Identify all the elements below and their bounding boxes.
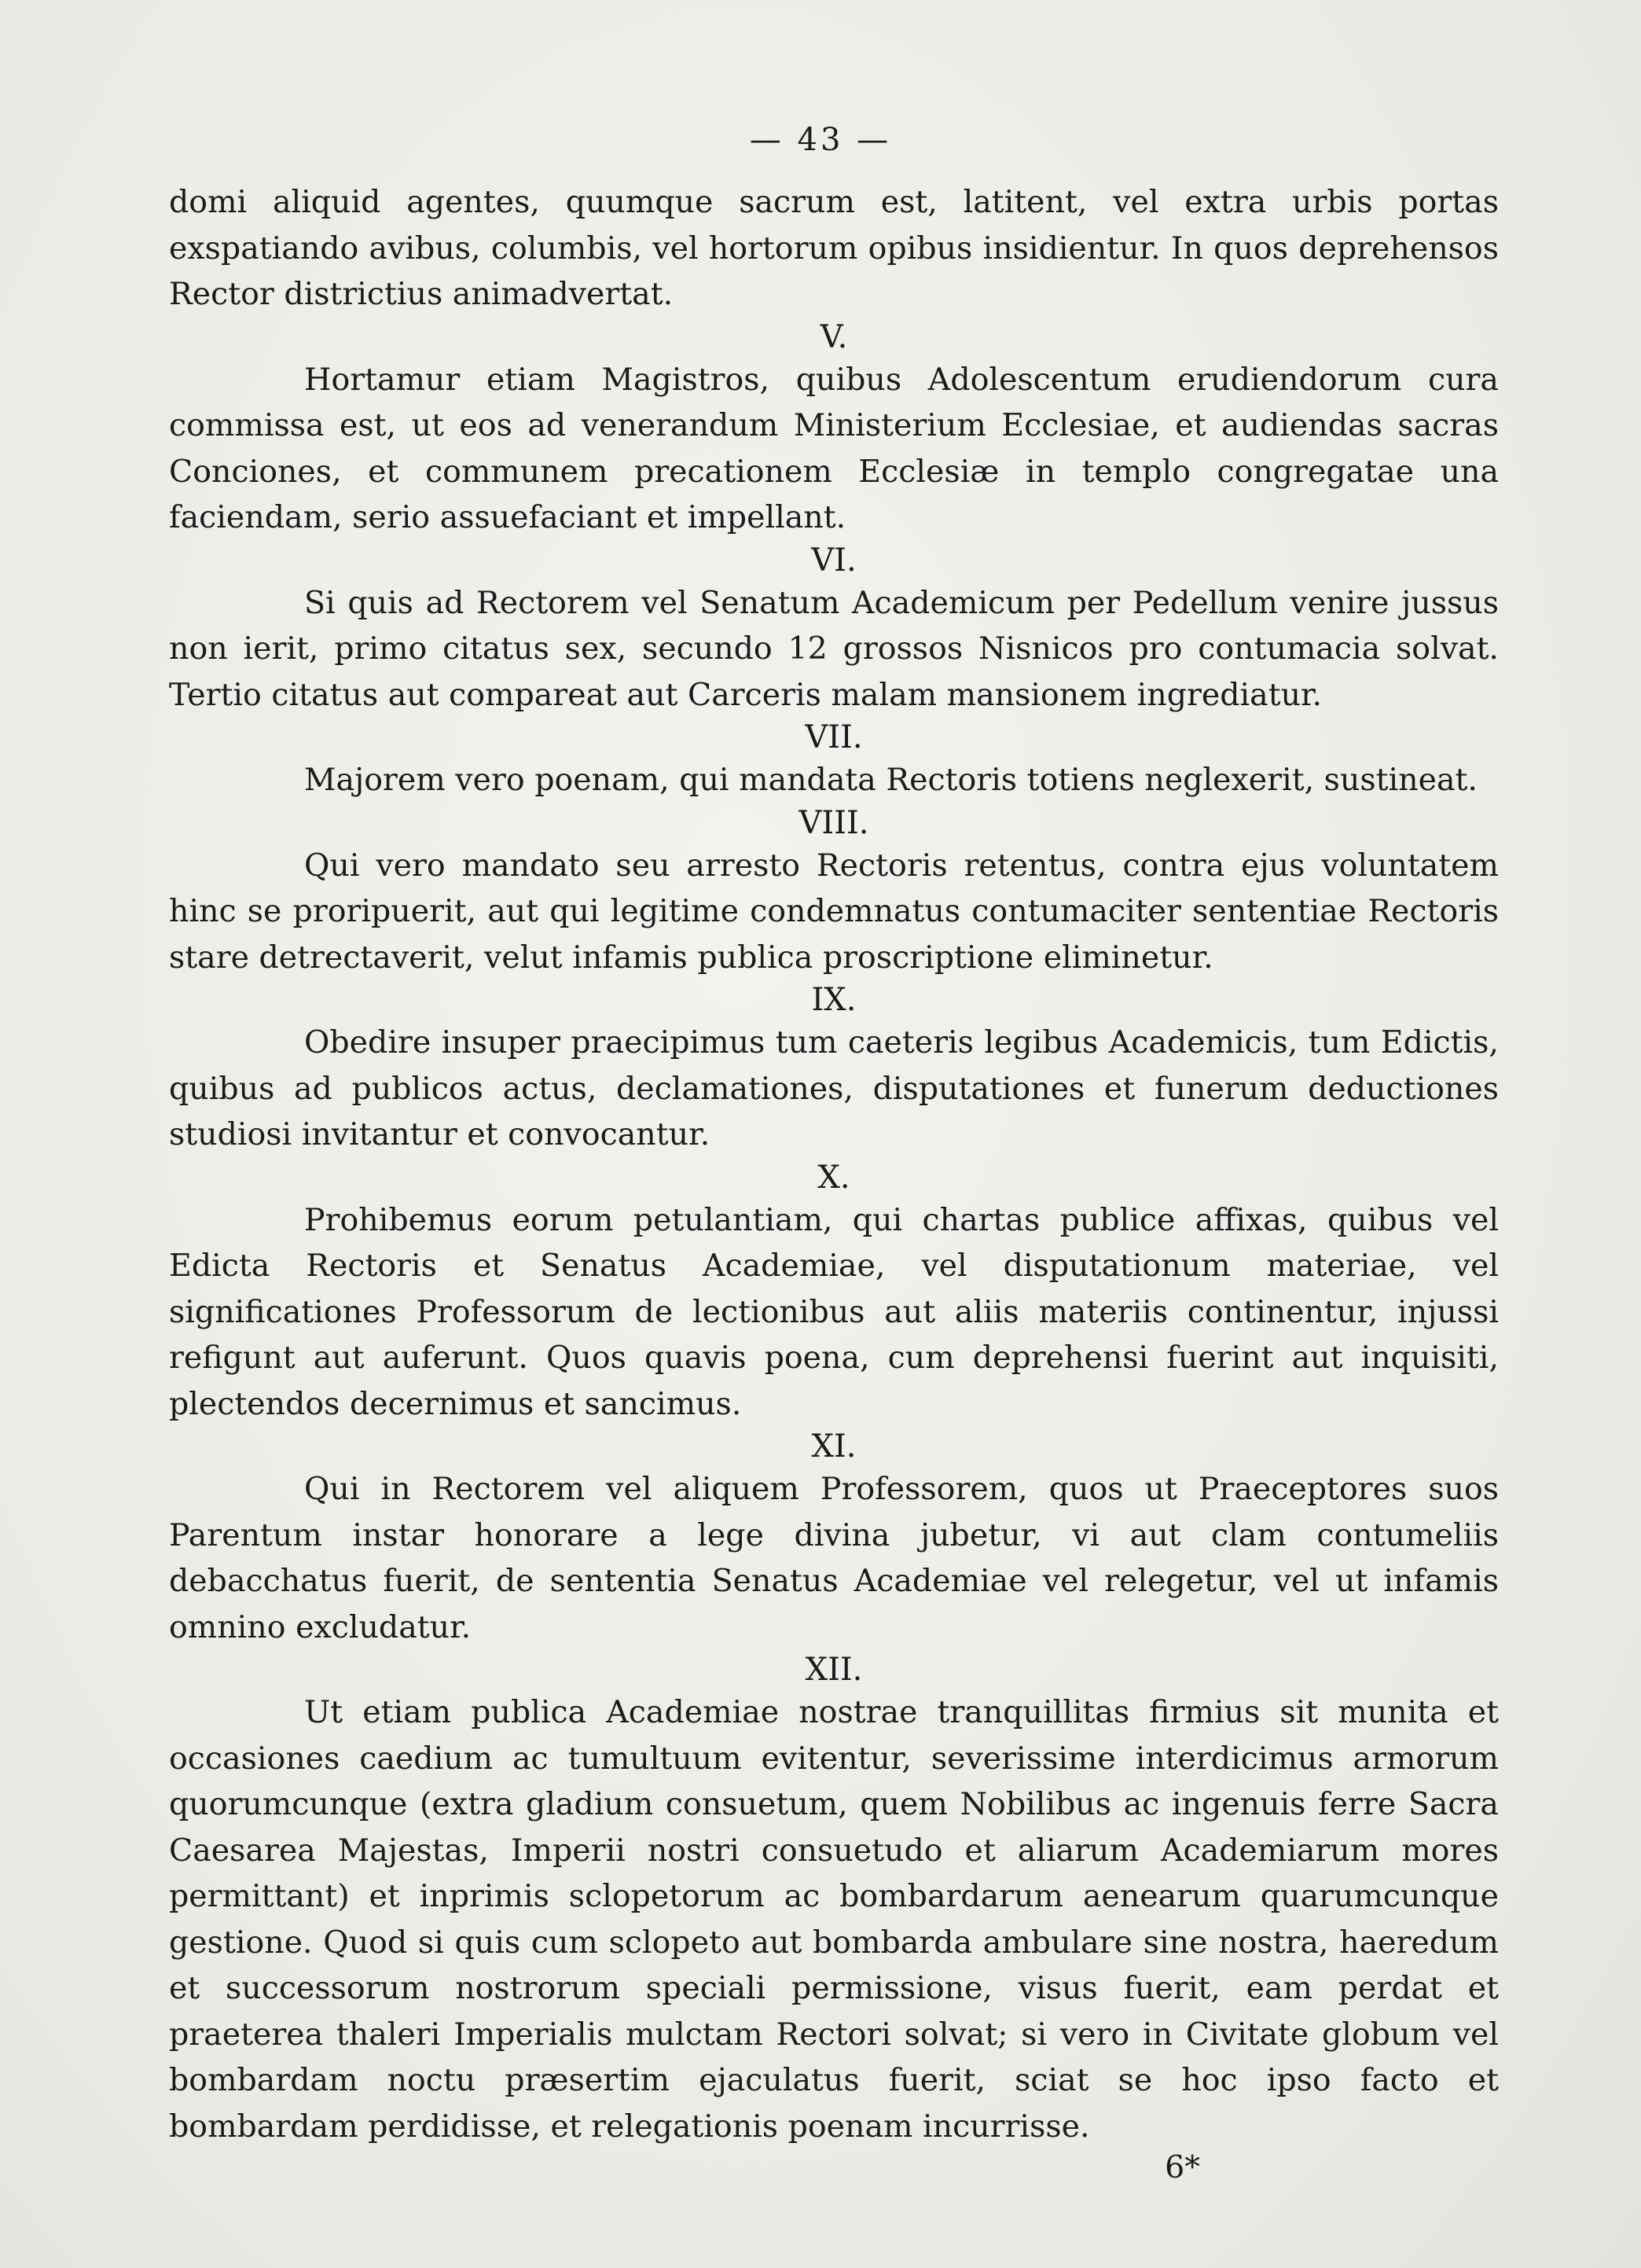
section-numeral-xii: XII. xyxy=(805,1652,863,1688)
paragraph-vii: Majorem vero poenam, qui mandata Rectoris totiens neglexerit, sustineat. xyxy=(304,762,1478,798)
paragraph-v: Hortamur etiam Magistros, quibus Adolescentum erudiendorum cura commissa est, ut eos ad venerandum Ministerium Ecclesiae, et audiendas sacras Conciones, et communem precationem Ecclesiæ in templo congregatae una faciendam, serio assuefaciant et impellant. xyxy=(169,361,1499,535)
paragraph-xi: Qui in Rectorem vel aliquem Professorem, quos ut Praeceptores suos Parentum instar honorare a lege divina jubetur, vi aut clam contumeliis debacchatus fuerit, de sententia Senatus Academiae vel relegetur, vel ut infamis omnino excludatur. xyxy=(169,1471,1499,1645)
paragraph-xii: Ut etiam publica Academiae nostrae tranquillitas firmius sit munita et occasiones caedium ac tumultuum evitentur, severissime interdicimus armorum quorumcunque (extra gladium consuetum, quem Nobilibus ac ingenuis ferre Sacra Caesarea Majestas, Imperii nostri consuetudo et aliarum Academiarum mores permittant) et inprimis sclopetorum ac bombardarum aenearum quarumcunque gestione. Quod si quis cum sclopeto aut bombarda ambulare sine nostra, haeredum et successorum nostrorum speciali permissione, visus fuerit, eam perdat et praeterea thaleri Imperialis mulctam Rectori solvat; si vero in Civitate globum vel bombardam noctu præsertim ejaculatus fuerit, sciat se hoc ipso facto et bombardam perdidisse, et relegationis poenam incurrisse. xyxy=(169,1694,1499,2145)
section-numeral-ix: IX. xyxy=(811,982,857,1018)
section-numeral-vii: VII. xyxy=(805,719,863,755)
signature-mark: 6* xyxy=(1165,2149,1200,2185)
section-numeral-vi: VI. xyxy=(811,542,857,579)
section-numeral-viii: VIII. xyxy=(798,804,869,841)
page-number: — 43 — xyxy=(749,122,892,158)
paragraph-viii: Qui vero mandato seu arresto Rectoris retentus, contra ejus voluntatem hinc se proripuerit, aut qui legitime condemnatus contumaciter sententiae Rectoris stare detrectaverit, velut infamis publica proscriptione eliminetur. xyxy=(169,847,1499,976)
body-text xyxy=(169,179,1499,2185)
section-numeral-v: V. xyxy=(820,318,848,355)
section-numeral-x: X. xyxy=(817,1159,850,1196)
paragraph-vi: Si quis ad Rectorem vel Senatum Academicum per Pedellum venire jussus non ierit, primo citatus sex, secundo 12 grossos Nisnicos pro contumacia solvat. Tertio citatus aut compareat aut Carceris malam mansionem ingrediatur. xyxy=(169,584,1499,713)
paragraph-continuation: domi aliquid agentes, quumque sacrum est, latitent, vel extra urbis portas exspatiando avibus, columbis, vel hortorum opibus insidientur. In quos deprehensos Rector districtius animadvertat. xyxy=(169,184,1499,312)
section-numeral-xi: XI. xyxy=(811,1428,857,1465)
paragraph-x: Prohibemus eorum petulantiam, qui chartas publice affixas, quibus vel Edicta Rectoris et Senatus Academiae, vel disputationum materiae, vel significationes Professorum de lectionibus aut aliis materiis continentur, injussi refigunt aut auferunt. Quos quavis poena, cum deprehensi fuerint aut inquisiti, plectendos decernimus et sancimus. xyxy=(169,1201,1499,1422)
paragraph-ix: Obedire insuper praecipimus tum caeteris legibus Academicis, tum Edictis, quibus ad publicos actus, declamationes, disputationes et funerum deductiones studiosi invitantur et convocantur. xyxy=(169,1024,1499,1152)
